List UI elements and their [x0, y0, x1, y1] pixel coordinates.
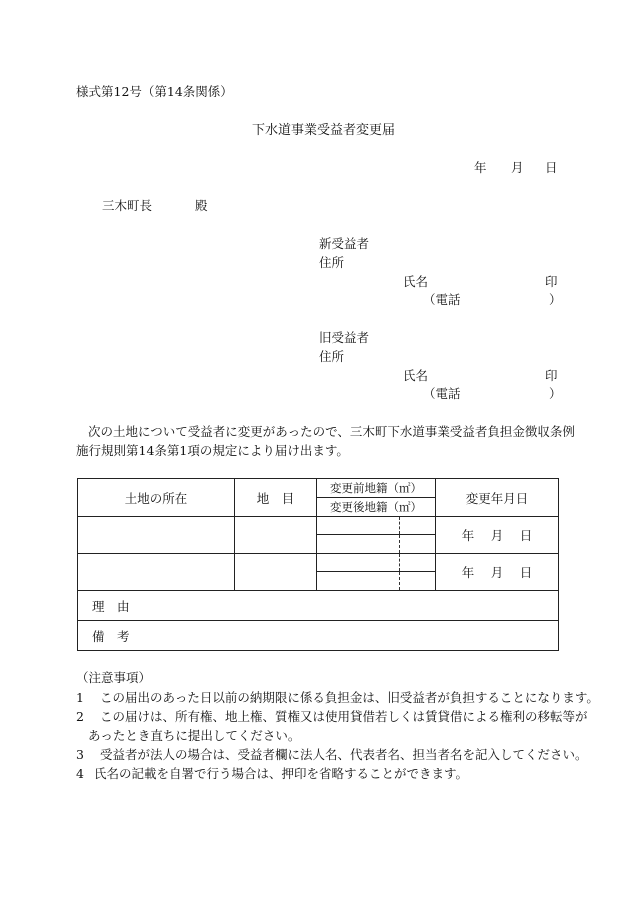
header-area-before: 変更前地籍（㎡） — [317, 479, 436, 498]
old-beneficiary-address-label: 住所 — [319, 349, 345, 364]
location-cell[interactable] — [78, 517, 235, 554]
new-beneficiary-phone-label: （電話 — [423, 292, 461, 307]
date-day-label: 日 — [545, 160, 558, 175]
header-location: 土地の所在 — [78, 479, 235, 517]
location-cell[interactable] — [78, 554, 235, 591]
body-line-1: 次の土地について受益者に変更があったので、三木町下水道事業受益者負担金徴収条例 — [88, 424, 575, 439]
new-beneficiary-address-label: 住所 — [319, 255, 345, 270]
area-before-cell[interactable] — [317, 517, 436, 535]
land-change-table — [77, 478, 559, 651]
reason-row[interactable]: 理 由 — [78, 591, 559, 621]
addressee-honorific: 殿 — [195, 198, 208, 213]
area-divider — [399, 535, 400, 553]
change-date-cell[interactable]: 年 月 日 — [436, 554, 559, 591]
new-beneficiary-label: 新受益者 — [319, 236, 370, 251]
note-number: 1 — [76, 690, 84, 705]
old-beneficiary-phone-label: （電話 — [423, 386, 461, 401]
note-item — [76, 711, 587, 724]
notes-heading: （注意事項） — [76, 670, 152, 685]
table-row — [78, 517, 559, 535]
old-beneficiary-name-label: 氏名 — [403, 368, 429, 383]
area-after-cell[interactable] — [317, 572, 436, 591]
note-number: 4 — [76, 766, 84, 781]
category-cell[interactable] — [235, 517, 317, 554]
area-after-cell[interactable] — [317, 535, 436, 554]
header-area-after: 変更後地籍（㎡） — [317, 498, 436, 517]
note-item — [76, 768, 468, 781]
form-title: 下水道事業受益者変更届 — [252, 123, 396, 138]
new-beneficiary-phone-close: ） — [549, 292, 562, 307]
change-date-cell[interactable]: 年 月 日 — [436, 517, 559, 554]
area-divider — [399, 554, 400, 571]
note-item — [76, 749, 587, 762]
note-text: 受益者が法人の場合は、受益者欄に法人名、代表者名、担当者名を記入してください。 — [99, 747, 588, 762]
header-category: 地 目 — [235, 479, 317, 517]
category-cell[interactable] — [235, 554, 317, 591]
note-item-continuation — [88, 730, 300, 743]
new-beneficiary-seal-mark: 印 — [545, 274, 558, 289]
old-beneficiary-seal-mark: 印 — [545, 368, 558, 383]
body-line-2: 施行規則第14条第1項の規定により届け出ます。 — [76, 443, 349, 458]
remarks-row[interactable]: 備 考 — [78, 621, 559, 651]
area-divider — [399, 517, 400, 534]
note-item — [76, 692, 599, 705]
area-divider — [399, 572, 400, 590]
date-year-label: 年 — [474, 160, 487, 175]
form-number: 様式第12号（第14条関係） — [76, 84, 233, 99]
old-beneficiary-label: 旧受益者 — [319, 330, 370, 345]
note-text: この届けは、所有権、地上権、質権又は使用貸借若しくは賃貸借による権利の移転等が — [99, 709, 588, 724]
header-change-date: 変更年月日 — [436, 479, 559, 517]
note-text: 氏名の記載を自署で行う場合は、押印を省略することができます。 — [93, 766, 468, 781]
table-row — [78, 554, 559, 572]
note-text: この届出のあった日以前の納期限に係る負担金は、旧受益者が負担することになります。 — [99, 690, 599, 705]
addressee-name: 三木町長 — [102, 198, 153, 213]
note-text: あったとき直ちに提出してください。 — [88, 728, 301, 743]
date-month-label: 月 — [511, 160, 524, 175]
area-before-cell[interactable] — [317, 554, 436, 572]
note-number: 2 — [76, 709, 84, 724]
note-number: 3 — [76, 747, 84, 762]
new-beneficiary-name-label: 氏名 — [403, 274, 429, 289]
old-beneficiary-phone-close: ） — [549, 386, 562, 401]
